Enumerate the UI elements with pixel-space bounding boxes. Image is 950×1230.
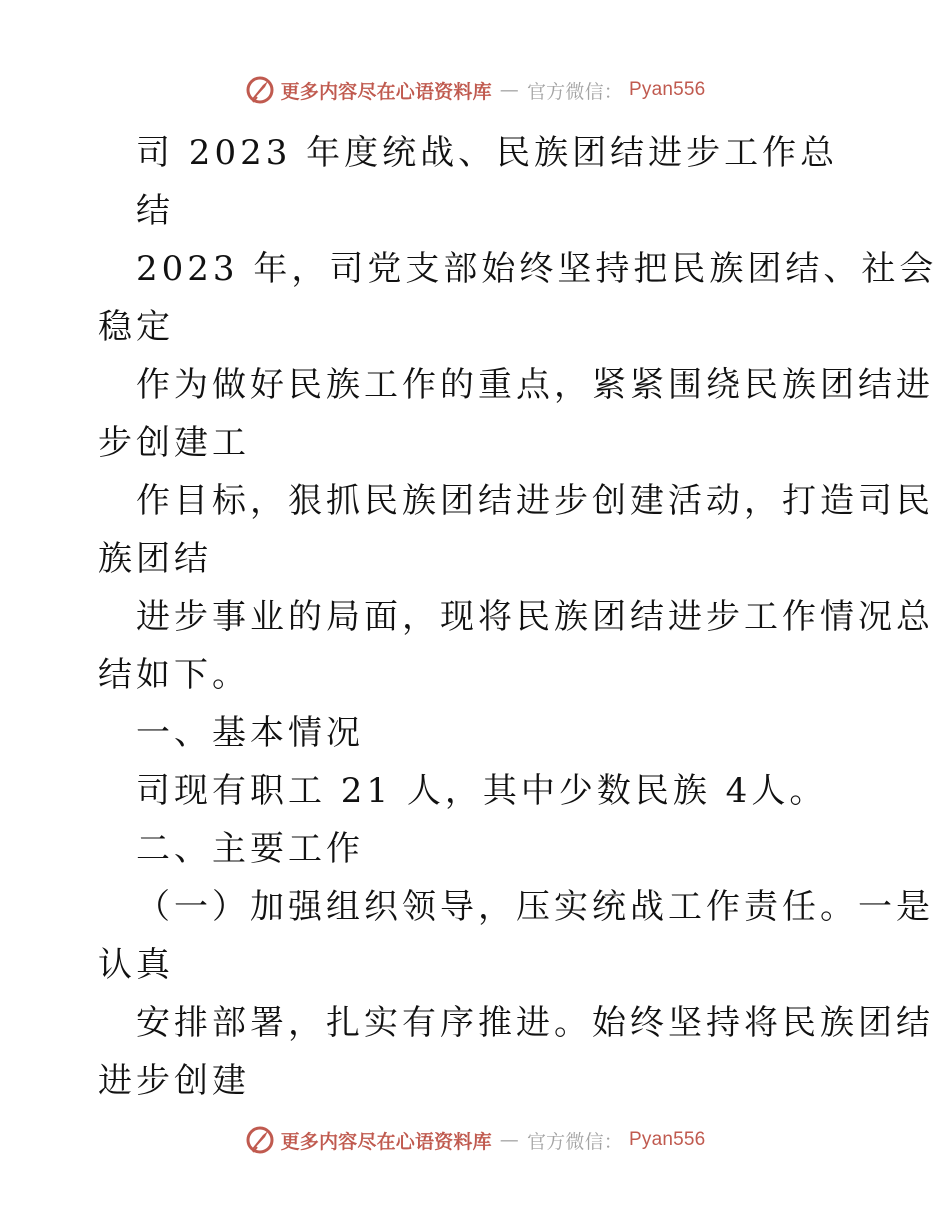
goal-paragraph-line2: 族团结 xyxy=(98,539,212,579)
quill-pen-logo-icon xyxy=(245,1125,275,1155)
subsection-one-line4: 进步创建 xyxy=(98,1061,250,1101)
intro-paragraph-line1: 2023 年，司党支部始终坚持把民族团结、社会 xyxy=(136,249,938,289)
document-title-line1: 司 2023 年度统战、民族团结进步工作总 xyxy=(136,133,839,173)
watermark-official-label: 官方微信： xyxy=(526,80,623,103)
watermark-wechat-id: Pyan556 xyxy=(629,1129,706,1150)
subsection-one-line1: （一）加强组织领导，压实统战工作责任。一是 xyxy=(136,887,934,927)
watermark-wechat-id: Pyan556 xyxy=(629,79,706,100)
watermark-site-text: 更多内容尽在心语资料库 xyxy=(280,1130,492,1153)
watermark-separator: — xyxy=(499,79,519,101)
subsection-one-line3: 安排部署，扎实有序推进。始终坚持将民族团结 xyxy=(136,1003,934,1043)
quill-pen-logo-icon xyxy=(245,75,275,105)
document-body xyxy=(98,124,938,1110)
watermark-site-text: 更多内容尽在心语资料库 xyxy=(280,80,492,103)
focus-paragraph-line1: 作为做好民族工作的重点，紧紧围绕民族团结进 xyxy=(136,365,934,405)
subsection-one-line2: 认真 xyxy=(98,945,174,985)
document-title-line2: 结 xyxy=(136,191,174,231)
summary-paragraph-line1: 进步事业的局面，现将民族团结进步工作情况总 xyxy=(136,597,934,637)
section-heading-basic-info: 一、基本情况 xyxy=(136,713,364,753)
intro-paragraph-line2: 稳定 xyxy=(98,307,174,347)
section-heading-main-work: 二、主要工作 xyxy=(136,829,364,869)
goal-paragraph-line1: 作目标，狠抓民族团结进步创建活动，打造司民 xyxy=(136,481,934,521)
basic-info-text: 司现有职工 21 人，其中少数民族 4人。 xyxy=(136,771,828,811)
header-watermark xyxy=(0,70,950,110)
summary-paragraph-line2: 结如下。 xyxy=(98,655,250,695)
watermark-separator: — xyxy=(499,1129,519,1151)
focus-paragraph-line2: 步创建工 xyxy=(98,423,250,463)
footer-watermark xyxy=(0,1120,950,1160)
watermark-official-label: 官方微信： xyxy=(526,1130,623,1153)
